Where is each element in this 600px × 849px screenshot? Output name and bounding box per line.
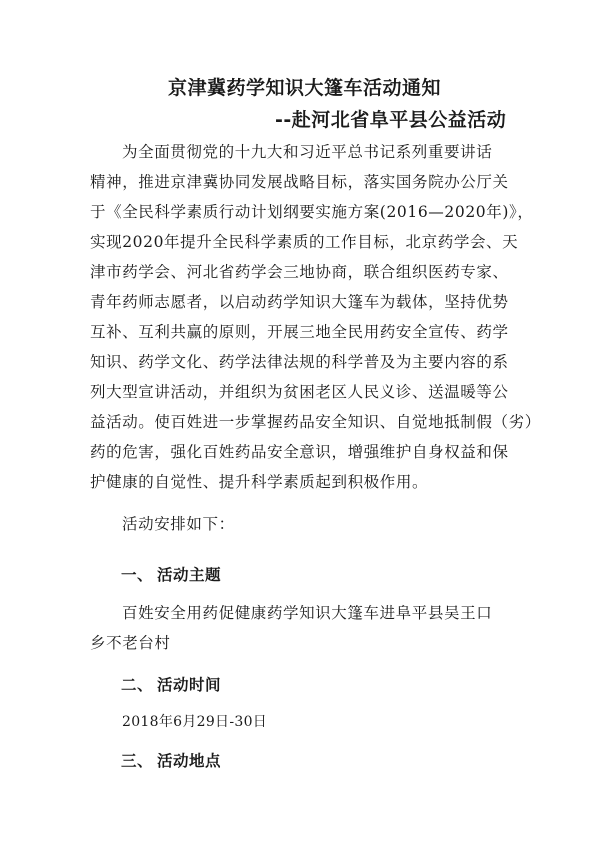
document-title: 京津冀药学知识大篷车活动通知	[168, 77, 442, 99]
section-theme-line: 百姓安全用药促健康药学知识大篷车进阜平县吴王口	[122, 604, 493, 622]
section-heading-theme	[121, 563, 221, 585]
section-number: 三、	[121, 752, 154, 770]
section-time-line: 2018年6月29日-30日	[122, 714, 268, 730]
section-number: 二、	[121, 676, 154, 694]
intro-line: 互补、互利共赢的原则，开展三地全民用药安全宣传、药学	[90, 323, 509, 341]
intro-line: 药的危害，强化百姓药品安全意识，增强维护自身权益和保	[90, 443, 509, 461]
intro-line: 青年药师志愿者，以启动药学知识大篷车为载体，坚持优势	[90, 293, 509, 311]
intro-line: 知识、药学文化、药学法律法规的科学普及为主要内容的系	[90, 353, 509, 371]
intro-line: 实现2020年提升全民科学素质的工作目标，北京药学会、天	[90, 233, 519, 251]
intro-line: 津市药学会、河北省药学会三地协商，联合组织医药专家、	[90, 263, 509, 281]
section-heading-time	[121, 673, 221, 695]
section-number: 一、	[121, 566, 154, 584]
section-title: 活动地点	[157, 752, 222, 770]
intro-line: 列大型宣讲活动，并组织为贫困老区人民义诊、送温暖等公	[90, 383, 509, 401]
intro-line: 为全面贯彻党的十九大和习近平总书记系列重要讲话	[122, 143, 493, 161]
intro-line: 益活动。使百姓进一步掌握药品安全知识、自觉地抵制假（劣）	[90, 413, 541, 431]
section-title: 活动主题	[157, 566, 222, 584]
document-subtitle: --赴河北省阜平县公益活动	[275, 109, 507, 131]
intro-paragraph	[90, 137, 541, 497]
intro-line: 护健康的自觉性、提升科学素质起到积极作用。	[90, 473, 429, 491]
section-heading-location	[121, 749, 221, 771]
section-title: 活动时间	[157, 676, 222, 694]
intro-line: 于《全民科学素质行动计划纲要实施方案(2016—2020年)》，	[90, 203, 534, 221]
intro-line: 精神，推进京津冀协同发展战略目标，落实国务院办公厅关	[90, 173, 509, 191]
section-theme-line: 乡不老台村	[90, 634, 171, 652]
arrangement-intro: 活动安排如下：	[122, 515, 235, 533]
